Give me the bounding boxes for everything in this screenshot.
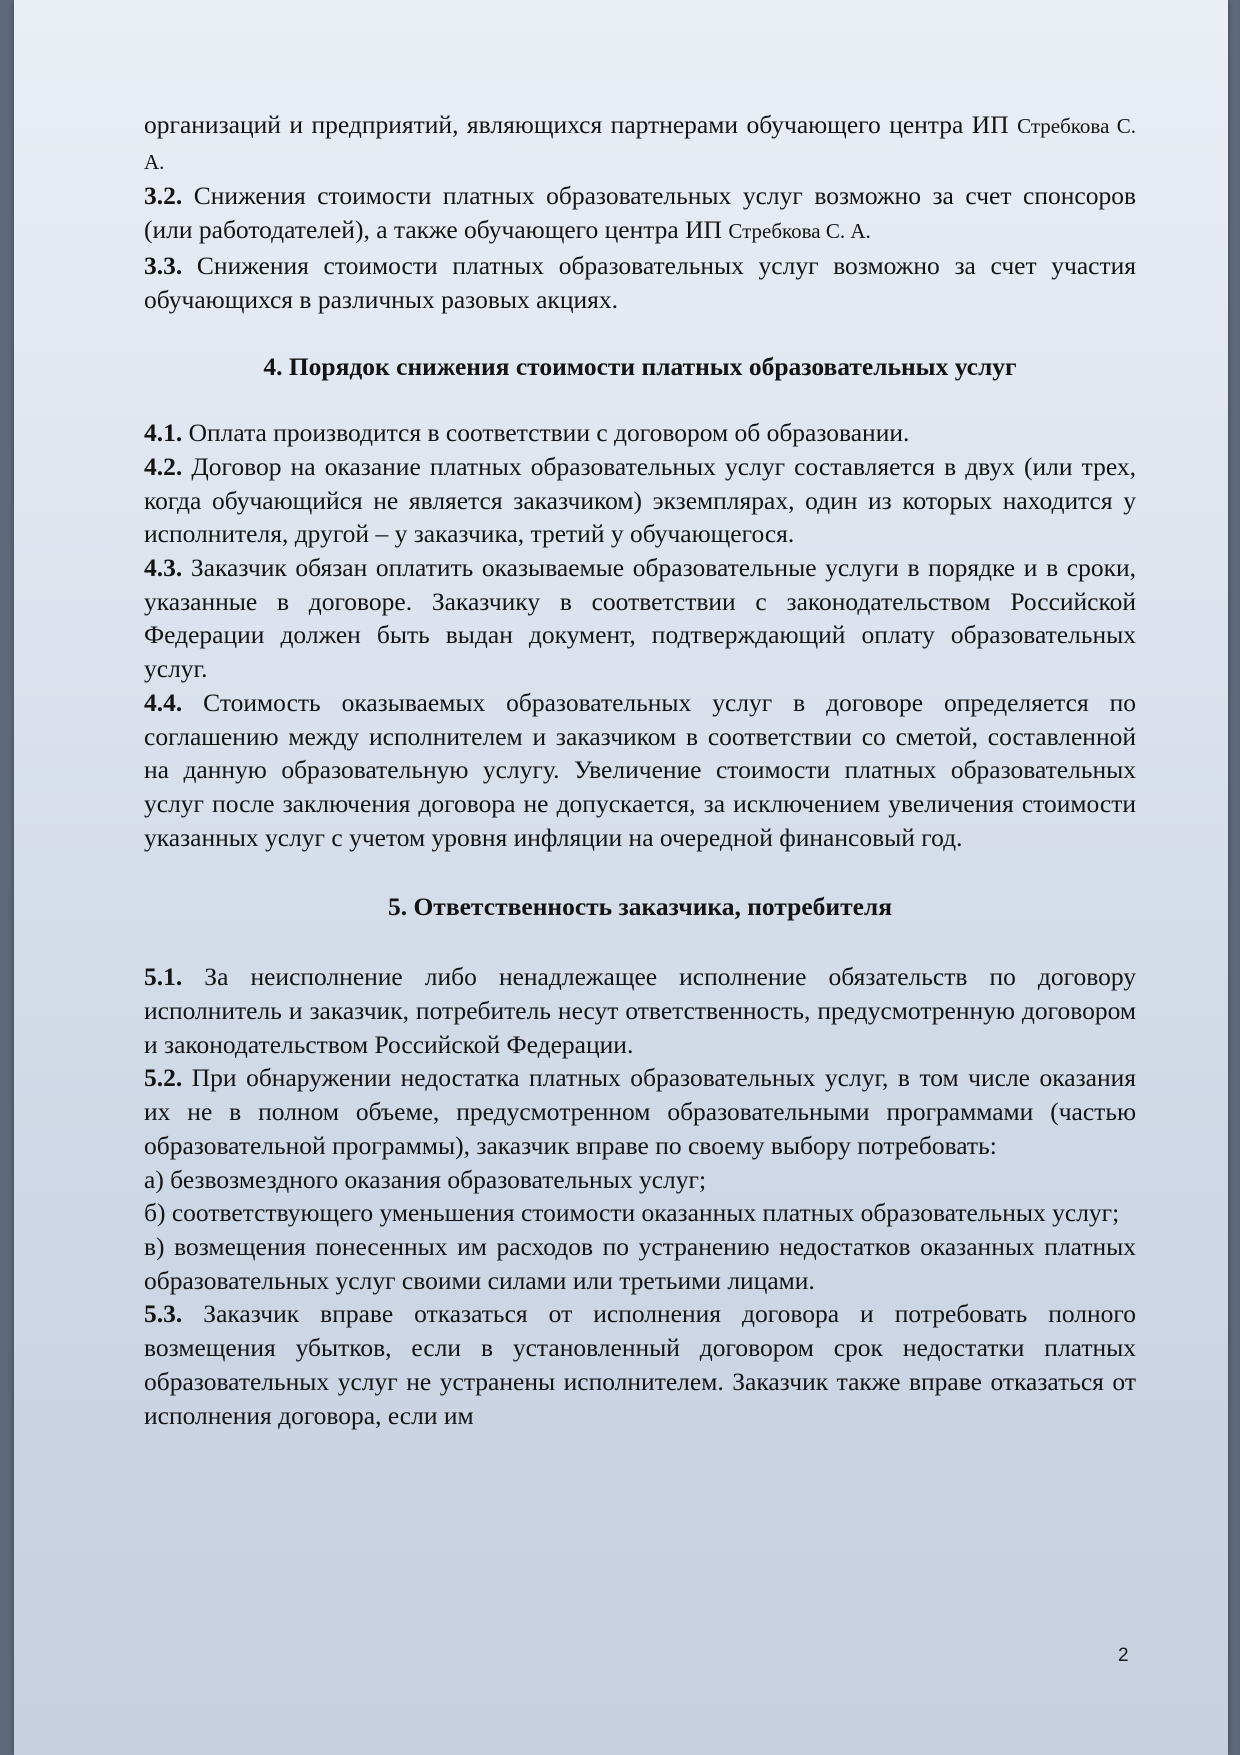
clause-3-3: 3.3. Снижения стоимости платных образовательных услуг возможно за счет участия обучающихся в различных разовых акциях. [144, 250, 1136, 314]
list-item-a: а) безвозмездного оказания образовательных услуг; [144, 1164, 707, 1194]
clause-4-2: 4.2. Договор на оказание платных образовательных услуг составляется в двух (или трех, когда обучающийся не является заказчиком) экземплярах, один из которых находится у исполнителя, другой – у заказчика, третий у обучающегося. [144, 451, 1136, 549]
clause-3-2: 3.2. Снижения стоимости платных образовательных услуг возможно за счет спонсоров (или работодателей), а также обучающего центра ИП Стребкова С. А. [144, 181, 1136, 245]
clause-number: 4.2. [144, 451, 183, 481]
clause-4-4: 4.4. Стоимость оказываемых образовательных услуг в договоре определяется по соглашению между исполнителем и заказчиком в соответствии со сметой, составленной на данную образовательную услугу. Увеличение стоимости платных образовательных услуг после заключения договора не допускается, за исключением увеличения стоимости указанных услуг с учетом уровня инфляции на очередной финансовый год. [144, 687, 1136, 852]
list-item-b: б) соответствующего уменьшения стоимости оказанных платных образовательных услуг; [144, 1198, 1120, 1228]
clause-number: 4.4. [144, 687, 183, 717]
clause-number: 3.2. [144, 181, 183, 211]
list-item-c: в) возмещения понесенных им расходов по устранению недостатков оказанных платных образовательных услуг своими силами или третьими лицами. [144, 1231, 1136, 1295]
clause-number: 5.2. [144, 1063, 183, 1093]
page-number: 2 [1118, 1645, 1129, 1666]
clause-4-3: 4.3. Заказчик обязан оплатить оказываемые образовательные услуги в порядке и в сроки, указанные в договоре. Заказчику в соответствии с законодательством Российской Федерации должен быть выдан документ, подтверждающий оплату образовательных услуг. [144, 553, 1136, 684]
clause-4-1: 4.1. Оплата производится в соответствии с договором об образовании. [144, 418, 910, 448]
clause-5-2: 5.2. При обнаружении недостатка платных образовательных услуг, в том числе оказания их не в полном объеме, предусмотренном образовательными программами (частью образовательной программы), заказчик вправе по своему выбору потребовать: [144, 1063, 1136, 1160]
section-4-heading: 4. Порядок снижения стоимости платных образовательных услуг [263, 352, 1017, 382]
clause-number: 4.1. [144, 418, 183, 448]
section-5-heading: 5. Ответственность заказчика, потребителя [387, 892, 893, 922]
document-body [144, 108, 1136, 1432]
clause-5-3: 5.3. Заказчик вправе отказаться от исполнения договора и потребовать полного возмещения убытков, если в установленный договором срок недостатки платных образовательных услуг не устранены исполнителем. Заказчик также вправе отказаться от исполнения договора, если им [144, 1299, 1136, 1430]
section3-intro: организаций и предприятий, являющихся партнерами обучающего центра ИП Стребкова С. А. [144, 110, 1136, 174]
clause-number: 5.1. [144, 962, 183, 992]
clause-number: 5.3. [144, 1299, 183, 1329]
clause-number: 3.3. [144, 250, 183, 280]
document-page [14, 0, 1228, 1755]
clause-5-1: 5.1. За неисполнение либо ненадлежащее исполнение обязательств по договору исполнитель и заказчик, потребитель несут ответственность, предусмотренную договором и законодательством Российской Федерации. [144, 962, 1136, 1059]
entrepreneur-name: Стребкова С. А. [144, 114, 1136, 174]
entrepreneur-name: Стребкова С. А. [728, 219, 871, 244]
clause-number: 4.3. [144, 553, 183, 583]
